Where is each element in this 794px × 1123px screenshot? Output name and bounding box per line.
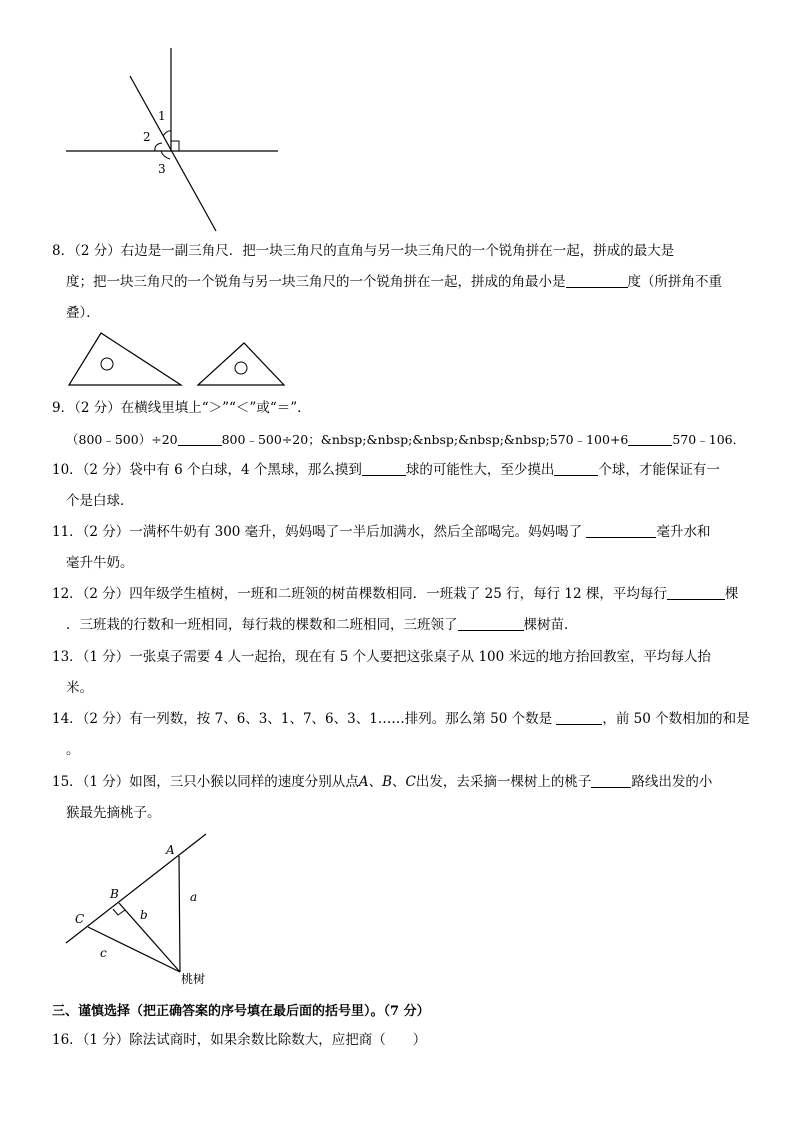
point-b: B	[110, 887, 119, 901]
q9-line2c: 570﹣106．	[672, 432, 746, 447]
q13-line2: 米。	[66, 680, 93, 696]
path-a	[179, 856, 180, 972]
right-angle-mark	[113, 909, 125, 915]
path-b	[119, 903, 180, 972]
point-b-label: B	[382, 774, 392, 790]
q16-line1: 16．（1 分）除法试商时，如果余数比除数大，应把商（ ）	[52, 1032, 427, 1048]
angle-label-2: 2	[143, 130, 151, 144]
point-a: A	[166, 843, 175, 857]
q14-line2: 。	[66, 742, 80, 758]
q9-line2b: 800﹣500÷20；&nbsp;&nbsp;&nbsp;&nbsp;&nbsp;570﹣100+6	[221, 432, 629, 447]
point-c-label: C	[405, 774, 416, 790]
q15-line1c: 路线出发的小	[631, 774, 713, 790]
q13-line1: 13．（1 分）一张桌子需要 4 人一起抬，现在有 5 个人要把这张桌子从 100 米远的地方抬回教室，平均每人抬	[52, 649, 712, 665]
q8-line3: 叠）．	[66, 305, 100, 321]
label-a: a	[190, 890, 198, 904]
q11-line2: 毫升牛奶。	[66, 555, 134, 571]
question-16	[52, 1025, 752, 1056]
q15-line1a: 15．（1 分）如图，三只小猴以同样的速度分别从点	[52, 774, 359, 790]
q11-line1b: 毫升水和	[656, 524, 711, 540]
main-line	[66, 834, 206, 943]
q8-line1: 8．（2 分）右边是一副三角尺．把一块三角尺的直角与另一块三角尺的一个锐角拼在一起，拼成的最大是	[52, 243, 675, 259]
q9-line1: 9．（2 分）在横线里填上“＞”“＜”或“＝”．	[52, 400, 311, 416]
q14-line1b: ，前 50 个数相加的和是	[602, 711, 750, 727]
q8-line2a: 度；把一块三角尺的一个锐角与另一块三角尺的一个锐角拼在一起，拼成的角最小是	[66, 274, 566, 290]
label-b: b	[140, 908, 148, 922]
angle-label-1: 1	[158, 109, 166, 123]
q10-line1a: 10．（2 分）袋中有 6 个白球，4 个黑球，那么摸到	[52, 462, 362, 478]
q10-line1b: 球的可能性大，至少摸出	[405, 462, 555, 478]
q12-line2b: 棵树苗．	[523, 617, 578, 633]
q12-line1a: 12．（2 分）四年级学生植树，一班和二班领的树苗棵数相同．一班栽了 25 行，每行 12 棵，平均每行	[52, 586, 667, 602]
separator: 、	[391, 774, 406, 790]
q9-line2a: （800﹣500）÷20	[66, 432, 178, 447]
q12-line2a: ．三班栽的行数和一班相同，每行栽的棵数和二班相同，三班领了	[66, 617, 458, 633]
q8-line2b: 度（所拼角不重	[627, 274, 722, 290]
q11-line1a: 11．（2 分）一满杯牛奶有 300 毫升，妈妈喝了一半后加满水，然后全部喝完。妈妈喝了	[52, 524, 587, 540]
section-title: 三、谨慎选择（把正确答案的序号填在最后面的括号里）。（7 分）	[52, 1004, 430, 1019]
q15-line2: 猴最先摘桃子。	[66, 805, 161, 821]
q10-line1c: 个球，才能保证有一	[598, 462, 720, 478]
point-c: C	[75, 912, 85, 926]
separator: 、	[368, 774, 383, 790]
q15-line1b: 出发，去采摘一棵树上的桃子	[415, 774, 592, 790]
q10-line2: 个是白球．	[66, 493, 134, 509]
q14-line1a: 14．（2 分）有一列数，按 7、6、3、1、7、6、3、1……排列。那么第 50 个数是	[52, 711, 557, 727]
angle-label-3: 3	[158, 162, 166, 176]
peach-tree-label: 桃树	[181, 972, 206, 986]
label-c: c	[100, 946, 107, 960]
q12-line1b: 棵	[724, 586, 739, 602]
point-a-label: A	[358, 774, 369, 790]
